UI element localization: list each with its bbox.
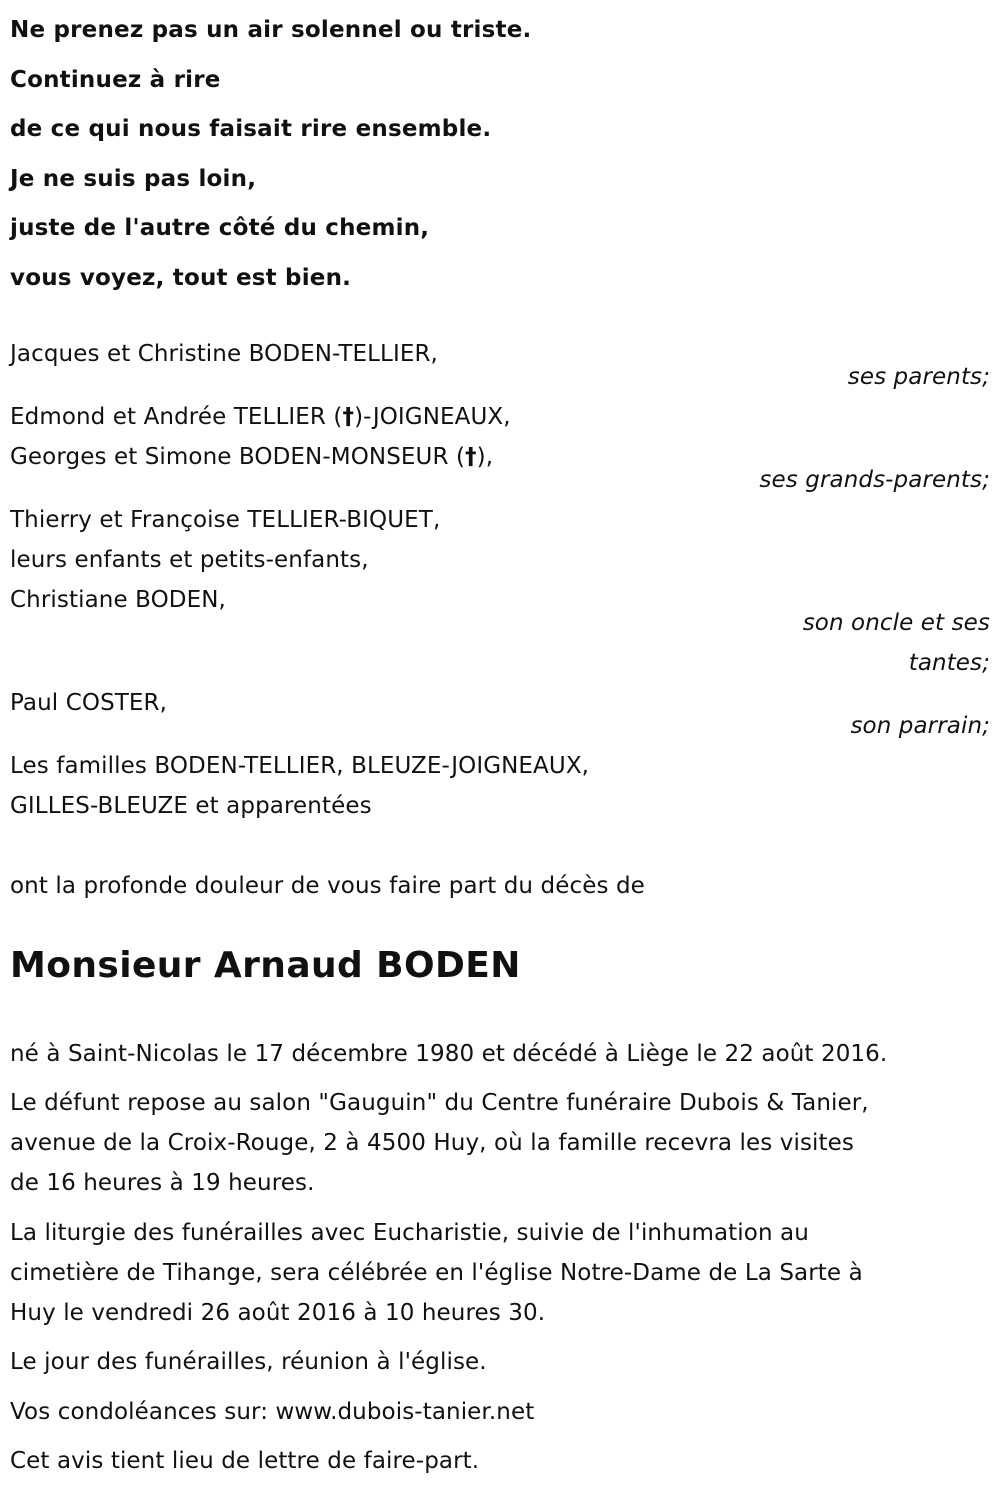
poem [10, 6, 990, 304]
uncle-aunts-role-line-1: son oncle et ses [802, 610, 990, 636]
poem-line: vous voyez, tout est bien. [10, 264, 352, 291]
families-block [10, 746, 990, 826]
announcement-block [10, 866, 990, 906]
parents-role: ses parents; [847, 364, 990, 390]
parents-block [10, 334, 990, 397]
grandparents-block [10, 397, 990, 500]
birth-death-text: né à Saint-Nicolas le 17 décembre 1980 et décédé à Liège le 22 août 2016. [10, 1041, 888, 1067]
meeting-block [10, 1342, 990, 1382]
cross-icon: † [342, 404, 355, 430]
grandparents-line-2-start: Georges et Simone BODEN-MONSEUR ( [10, 444, 466, 470]
condolences-text: Vos condoléances sur: www.dubois-tanier.net [10, 1399, 535, 1425]
condolences-block [10, 1392, 990, 1432]
visit-line-3: de 16 heures à 19 heures. [10, 1170, 315, 1196]
liturgy-line-2: cimetière de Tihange, sera célébrée en l'église Notre-Dame de La Sarte à [10, 1260, 863, 1286]
godfather-name: Paul COSTER, [10, 690, 168, 716]
visit-line-1: Le défunt repose au salon "Gauguin" du Centre funéraire Dubois & Tanier, [10, 1090, 869, 1116]
poem-line: Ne prenez pas un air solennel ou triste. [10, 17, 532, 43]
notice-block [10, 1441, 990, 1481]
grandparents-line-1-end: )-JOIGNEAUX, [354, 404, 511, 430]
uncle-aunts-line-1: Thierry et Françoise TELLIER-BIQUET, [10, 507, 441, 533]
poem-line: Continuez à rire [10, 66, 221, 93]
visit-block [10, 1083, 990, 1203]
families-line-1: Les familles BODEN-TELLIER, BLEUZE-JOIGNEAUX, [10, 753, 590, 779]
poem-line: juste de l'autre côté du chemin, [10, 215, 430, 242]
visit-line-2: avenue de la Croix-Rouge, 2 à 4500 Huy, où la famille recevra les visites [10, 1130, 854, 1156]
liturgy-line-1: La liturgie des funérailles avec Eucharistie, suivie de l'inhumation au [10, 1220, 809, 1246]
announcement-text: ont la profonde douleur de vous faire part du décès de [10, 873, 645, 899]
liturgy-block [10, 1213, 990, 1333]
grandparents-line-1-start: Edmond et Andrée TELLIER ( [10, 404, 343, 430]
poem-line: de ce qui nous faisait rire ensemble. [10, 116, 492, 143]
godfather-role: son parrain; [850, 713, 990, 739]
cross-icon: † [465, 444, 477, 470]
deceased-name: Monsieur Arnaud BODEN [10, 945, 521, 986]
details-block [10, 1034, 990, 1074]
uncle-aunts-line-3: Christiane BODEN, [10, 587, 226, 613]
uncle-aunts-block [10, 500, 990, 683]
uncle-aunts-role-line-2: tantes; [908, 650, 990, 676]
uncle-aunts-line-2: leurs enfants et petits-enfants, [10, 547, 369, 573]
grandparents-role: ses grands-parents; [759, 467, 990, 493]
meeting-text: Le jour des funérailles, réunion à l'église. [10, 1349, 487, 1375]
godfather-block [10, 683, 990, 746]
notice-text: Cet avis tient lieu de lettre de faire-part. [10, 1448, 480, 1474]
grandparents-line-1 [10, 397, 990, 437]
liturgy-line-3: Huy le vendredi 26 août 2016 à 10 heures 30. [10, 1300, 546, 1326]
parents-names: Jacques et Christine BODEN-TELLIER, [10, 341, 438, 367]
families-line-2: GILLES-BLEUZE et apparentées [10, 793, 372, 819]
poem-line: Je ne suis pas loin, [10, 165, 257, 192]
grandparents-line-2-end: ), [476, 444, 494, 470]
